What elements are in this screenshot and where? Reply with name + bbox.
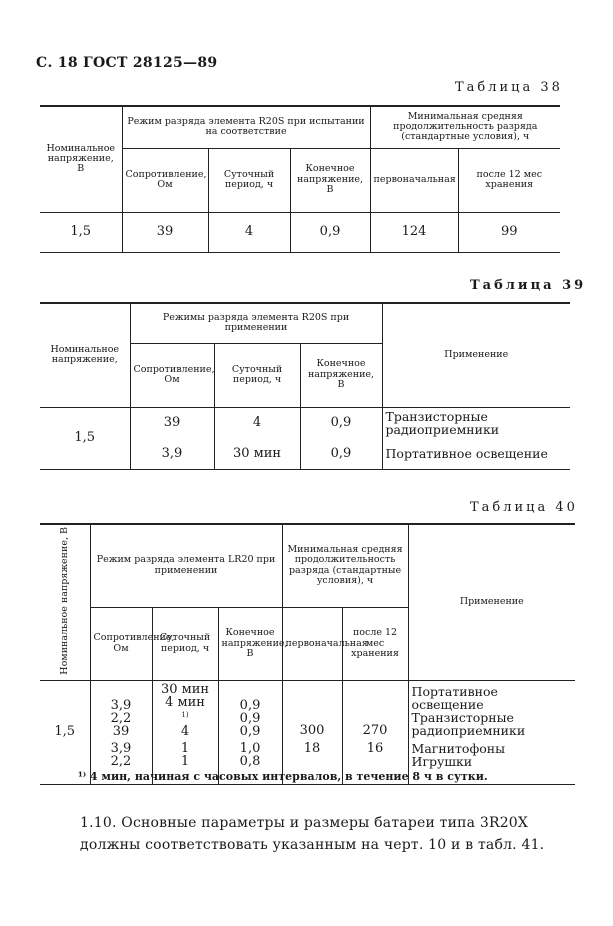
t39-cell-voltage: 1,5 <box>40 407 130 469</box>
t38-cell-voltage: 1,5 <box>40 212 122 252</box>
t39-cell-resistance: 39 <box>130 407 214 439</box>
t39-cell-resistance: 3,9 <box>130 439 214 469</box>
paragraph-1-10: 1.10. Основные параметры и размеры батареи типа 3R20X должны соответствовать указанным на черт. 10 и в табл. 41. <box>80 815 545 853</box>
t40-header-application: Применение <box>408 524 575 681</box>
t40-header-resistance: Сопротивление, Ом <box>90 607 152 680</box>
t40-cell-daily: 30 мин 4 мин $^{1)}$ 4 <box>152 681 218 741</box>
t38-header-final-voltage: Конечное напряжение, В <box>290 148 370 212</box>
t39-header-final-voltage: Конечное напряжение, В <box>300 343 382 407</box>
t40-header-daily: Суточный период, ч <box>152 607 218 680</box>
footnote: ¹⁾ 4 мин, начиная с часовых интервалов, в течение 8 ч в сутки. <box>78 770 488 783</box>
t40-header-final-voltage: Конечное напряжение, В <box>218 607 282 680</box>
t39-cell-daily: 30 мин <box>214 439 300 469</box>
t40-cell-after: 16 <box>342 740 408 784</box>
t39-header-application: Применение <box>382 303 570 407</box>
table-38-caption: Таблица 38 <box>455 80 563 95</box>
t38-header-daily: Суточный период, ч <box>208 148 290 212</box>
t38-header-initial: первоначальная <box>370 148 458 212</box>
table-40 <box>40 523 575 785</box>
t39-cell-daily: 4 <box>214 407 300 439</box>
t40-cell-daily: 1 1 <box>152 740 218 784</box>
t40-header-mode: Режим разряда элемента LR20 при применении <box>90 524 282 607</box>
table-39-caption: Таблица 39 <box>470 278 587 293</box>
t39-header-nominal: Номинальное напряжение, <box>40 303 130 407</box>
t40-cell-initial: 300 <box>282 681 342 741</box>
t40-header-nominal: Номинальное напряжение, В <box>40 524 90 681</box>
t39-header-daily: Суточный период, ч <box>214 343 300 407</box>
t39-cell-application: Портативное освещение <box>382 439 570 469</box>
t40-header-min-duration: Минимальная средняя продолжительность разряда (стандартные условия), ч <box>282 524 408 607</box>
t40-cell-resistance: 3,9 2,2 39 <box>90 681 152 741</box>
t38-cell-after: 99 <box>458 212 560 252</box>
t40-cell-application: Портативное освещение Транзисторные радиоприемники <box>408 681 575 741</box>
table-40-caption: Таблица 40 <box>470 500 578 515</box>
t40-header-initial: первоначальная <box>282 607 342 680</box>
t39-cell-application: Транзисторные радиоприемники <box>382 407 570 439</box>
t39-header-mode: Режимы разряда элемента R20S при применении <box>130 303 382 343</box>
t40-cell-voltage: 1,5 <box>40 681 90 785</box>
t38-cell-initial: 124 <box>370 212 458 252</box>
t38-header-nominal: Номинальное напряжение, В <box>40 106 122 212</box>
t40-cell-application: Магнитофоны Игрушки <box>408 740 575 784</box>
t38-cell-daily: 4 <box>208 212 290 252</box>
t40-cell-initial: 18 <box>282 740 342 784</box>
t39-header-resistance: Сопротивление, Ом <box>130 343 214 407</box>
table-38 <box>40 105 560 253</box>
t38-header-resistance: Сопротивление, Ом <box>122 148 208 212</box>
t38-cell-resistance: 39 <box>122 212 208 252</box>
t40-cell-final: 1,0 0,8 <box>218 740 282 784</box>
table-39 <box>40 302 570 470</box>
t38-header-after-storage: после 12 мес хранения <box>458 148 560 212</box>
t40-header-after-storage: после 12 мес хранения <box>342 607 408 680</box>
t38-header-mode: Режим разряда элемента R20S при испытании на соответствие <box>122 106 370 148</box>
t40-cell-resistance: 3,9 2,2 <box>90 740 152 784</box>
t39-cell-final: 0,9 <box>300 439 382 469</box>
t40-cell-after: 270 <box>342 681 408 741</box>
t40-cell-final: 0,9 0,9 0,9 <box>218 681 282 741</box>
t38-cell-final: 0,9 <box>290 212 370 252</box>
t39-cell-final: 0,9 <box>300 407 382 439</box>
page-header: С. 18 ГОСТ 28125—89 <box>36 55 218 71</box>
t38-header-min-duration: Минимальная средняя продолжительность разряда (стандартные условия), ч <box>370 106 560 148</box>
